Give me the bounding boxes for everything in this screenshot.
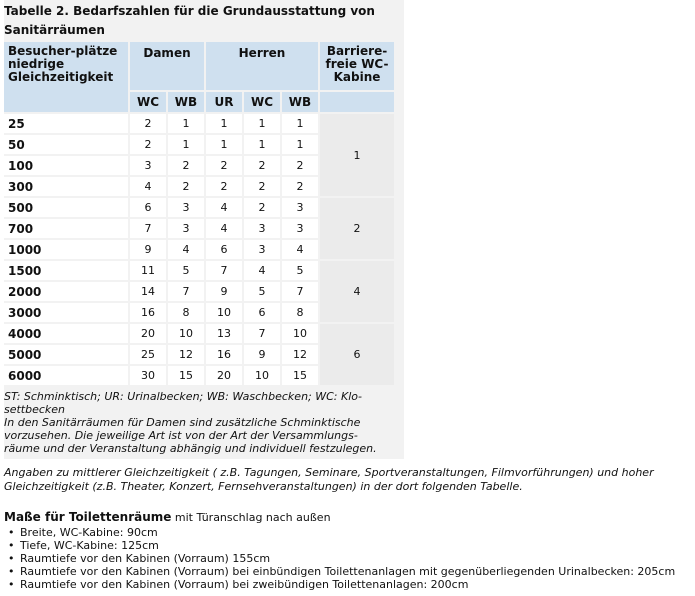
cell-herren-wc: 1 (244, 114, 280, 133)
cell-herren-wb: 2 (282, 156, 318, 175)
cell-herren-wc: 3 (244, 219, 280, 238)
cell-damen-wb: 4 (168, 240, 204, 259)
table-row (4, 198, 394, 217)
cell-damen-wb: 10 (168, 324, 204, 343)
cell-herren-ur: 4 (206, 198, 242, 217)
list-item (4, 552, 675, 565)
list-item-text: Breite, WC-Kabine: 90cm (20, 526, 158, 539)
list-item (4, 539, 675, 552)
cell-damen-wb: 5 (168, 261, 204, 280)
subheader-damen-wc: WC (130, 92, 166, 112)
cell-herren-ur: 20 (206, 366, 242, 385)
cell-herren-ur: 2 (206, 177, 242, 196)
cell-barrier-group: 1 (320, 114, 394, 196)
cell-damen-wb: 2 (168, 177, 204, 196)
table-row (4, 324, 394, 343)
cell-damen-wc: 30 (130, 366, 166, 385)
cell-damen-wb: 12 (168, 345, 204, 364)
header-damen: Damen (130, 42, 204, 90)
cell-herren-ur: 13 (206, 324, 242, 343)
table-row (4, 114, 394, 133)
subheader-herren-wb: WB (282, 92, 318, 112)
cell-damen-wb: 15 (168, 366, 204, 385)
cell-herren-wb: 7 (282, 282, 318, 301)
cell-herren-wb: 1 (282, 114, 318, 133)
cell-herren-wb: 1 (282, 135, 318, 154)
cell-herren-ur: 10 (206, 303, 242, 322)
cell-herren-ur: 16 (206, 345, 242, 364)
cell-damen-wc: 7 (130, 219, 166, 238)
header-herren: Herren (206, 42, 318, 90)
subheader-barrier-empty (320, 92, 394, 112)
cell-visitors: 4000 (4, 324, 128, 343)
dims-heading-rest: mit Türanschlag nach außen (171, 511, 331, 524)
cell-herren-ur: 1 (206, 135, 242, 154)
cell-herren-wb: 12 (282, 345, 318, 364)
cell-damen-wb: 3 (168, 198, 204, 217)
table-notes (4, 390, 389, 455)
cell-visitors: 1500 (4, 261, 128, 280)
cell-visitors: 5000 (4, 345, 128, 364)
cell-damen-wc: 3 (130, 156, 166, 175)
cell-damen-wb: 8 (168, 303, 204, 322)
subheader-herren-ur: UR (206, 92, 242, 112)
cell-damen-wc: 9 (130, 240, 166, 259)
dims-heading-bold: Maße für Toilettenräume (4, 510, 172, 524)
list-item-text: Tiefe, WC-Kabine: 125cm (20, 539, 159, 552)
cell-herren-ur: 6 (206, 240, 242, 259)
cell-visitors: 3000 (4, 303, 128, 322)
cell-damen-wc: 25 (130, 345, 166, 364)
cell-barrier-group: 4 (320, 261, 394, 322)
bullet-icon: • (8, 565, 15, 578)
cell-herren-wc: 2 (244, 177, 280, 196)
table-row (4, 261, 394, 280)
list-item-text: Raumtiefe vor den Kabinen (Vorraum) 155cm (20, 552, 271, 565)
cell-herren-ur: 2 (206, 156, 242, 175)
cell-herren-wc: 7 (244, 324, 280, 343)
cell-herren-wb: 3 (282, 219, 318, 238)
cell-herren-wc: 2 (244, 156, 280, 175)
cell-herren-ur: 1 (206, 114, 242, 133)
note-abbreviations: ST: Schminktisch; UR: Urinalbecken; WB: Waschbecken; WC: Klo-settbecken (4, 390, 362, 416)
cell-herren-wb: 10 (282, 324, 318, 343)
cell-visitors: 700 (4, 219, 128, 238)
cell-herren-ur: 4 (206, 219, 242, 238)
cell-herren-wc: 9 (244, 345, 280, 364)
bullet-icon: • (8, 539, 15, 552)
cell-damen-wb: 1 (168, 135, 204, 154)
cell-damen-wc: 14 (130, 282, 166, 301)
note-makeup-tables: In den Sanitärräumen für Damen sind zusätzliche Schminktische vorzusehen. Die jeweilige Art ist von der Art der Versammlungs-räume und der Veranstaltung abhängig und individuell festzulegen. (4, 416, 377, 455)
cell-herren-wb: 3 (282, 198, 318, 217)
dims-list (4, 526, 675, 591)
list-item-text: Raumtiefe vor den Kabinen (Vorraum) bei einbündigen Toilettenanlagen mit gegenüberliegenden Urinalbecken: 205cm (20, 565, 676, 578)
cell-herren-wb: 15 (282, 366, 318, 385)
list-item (4, 565, 675, 578)
list-item (4, 526, 675, 539)
list-item (4, 578, 675, 591)
bullet-icon: • (8, 552, 15, 565)
cell-visitors: 25 (4, 114, 128, 133)
cell-herren-wb: 2 (282, 177, 318, 196)
subheader-herren-wc: WC (244, 92, 280, 112)
cell-damen-wc: 2 (130, 135, 166, 154)
cell-damen-wb: 7 (168, 282, 204, 301)
cell-herren-wc: 6 (244, 303, 280, 322)
cell-damen-wb: 2 (168, 156, 204, 175)
cell-damen-wc: 16 (130, 303, 166, 322)
cell-herren-ur: 9 (206, 282, 242, 301)
cell-herren-wc: 1 (244, 135, 280, 154)
table-caption: Tabelle 2. Bedarfszahlen für die Grundausstattung von Sanitärräumen (4, 4, 375, 37)
info-paragraph: Angaben zu mittlerer Gleichzeitigkeit ( z.B. Tagungen, Seminare, Sportveranstaltungen, Filmvorführungen) und hoher Gleichzeitigkeit (z.B. Theater, Konzert, Fernsehveranstaltungen) in der dort folgenden Tabelle. (4, 466, 654, 493)
cell-herren-wb: 4 (282, 240, 318, 259)
cell-visitors: 100 (4, 156, 128, 175)
list-item-text: Raumtiefe vor den Kabinen (Vorraum) bei zweibündigen Toilettenanlagen: 200cm (20, 578, 469, 591)
cell-damen-wb: 1 (168, 114, 204, 133)
cell-damen-wc: 2 (130, 114, 166, 133)
header-barrier-free: Barriere-freie WC-Kabine (320, 42, 394, 90)
header-visitors: Besucher-plätze niedrige Gleichzeitigkeit (4, 42, 128, 112)
cell-visitors: 2000 (4, 282, 128, 301)
cell-herren-wc: 3 (244, 240, 280, 259)
cell-damen-wc: 11 (130, 261, 166, 280)
bullet-icon: • (8, 526, 15, 539)
cell-barrier-group: 2 (320, 198, 394, 259)
cell-herren-wc: 10 (244, 366, 280, 385)
subheader-damen-wb: WB (168, 92, 204, 112)
cell-visitors: 500 (4, 198, 128, 217)
cell-herren-wc: 4 (244, 261, 280, 280)
cell-herren-ur: 7 (206, 261, 242, 280)
cell-damen-wc: 4 (130, 177, 166, 196)
cell-damen-wc: 20 (130, 324, 166, 343)
cell-herren-wb: 5 (282, 261, 318, 280)
cell-visitors: 50 (4, 135, 128, 154)
dims-heading (4, 510, 331, 524)
cell-visitors: 300 (4, 177, 128, 196)
cell-visitors: 6000 (4, 366, 128, 385)
cell-visitors: 1000 (4, 240, 128, 259)
cell-damen-wb: 3 (168, 219, 204, 238)
bullet-icon: • (8, 578, 15, 591)
cell-damen-wc: 6 (130, 198, 166, 217)
cell-herren-wb: 8 (282, 303, 318, 322)
cell-barrier-group: 6 (320, 324, 394, 385)
cell-herren-wc: 2 (244, 198, 280, 217)
cell-herren-wc: 5 (244, 282, 280, 301)
requirements-table (2, 40, 396, 387)
